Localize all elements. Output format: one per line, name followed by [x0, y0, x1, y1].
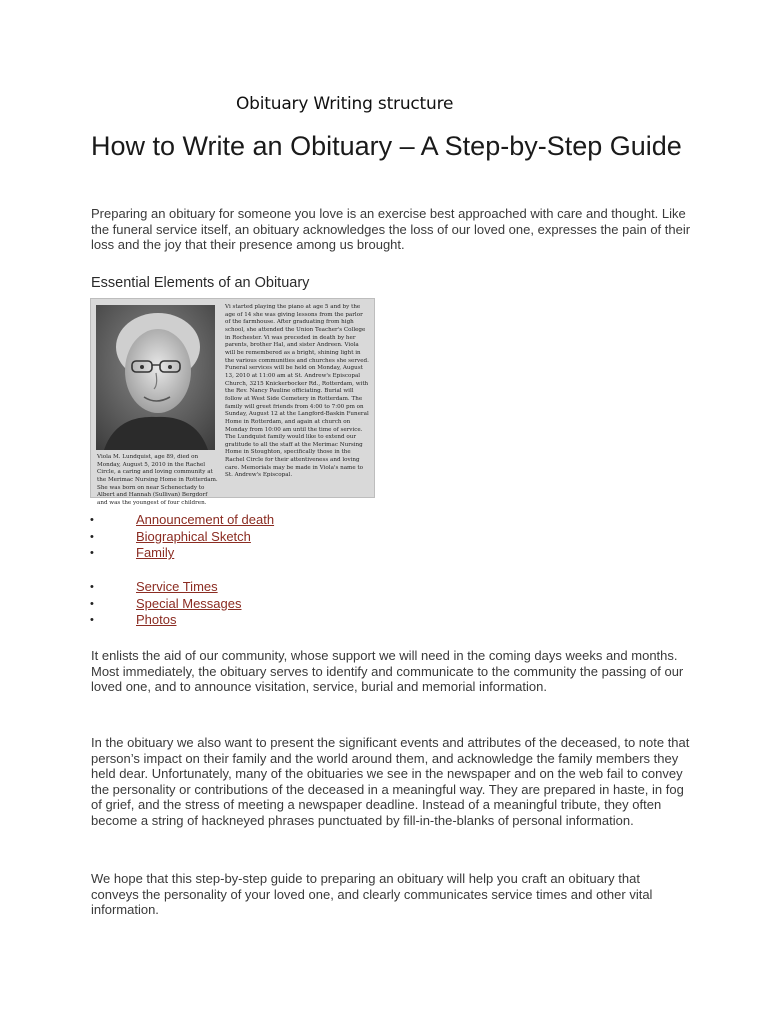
bullet-icon: •	[90, 614, 94, 627]
clipping-left-column: Viola M. Lundquist, age 89, died on Monday, August 5, 2010 in the Rachel Circle, a caring and loving community at the Merimac Nursing Home in Rotterdam. She was born on near Schenectady to Albert and Hannah (Sullivan) Bergdorf and was the youngest of four children.	[97, 454, 218, 506]
link-announcement-of-death[interactable]: Announcement of death	[136, 512, 275, 527]
article-title: How to Write an Obituary – A Step-by-Step Guide	[91, 131, 682, 161]
closing-paragraph: We hope that this step-by-step guide to preparing an obituary will help you craft an obituary that conveys the personality of your loved one, and clearly communicates service times and other vital information.	[91, 871, 653, 918]
bullet-icon: •	[90, 514, 94, 526]
link-photos[interactable]: Photos	[136, 612, 177, 628]
bullet-icon: •	[90, 597, 94, 610]
intro-paragraph: Preparing an obituary for someone you love is an exercise best approached with care and thought. Like the funeral service itself, an obituary acknowledges the loss of our loved one, expresses the pain of their loss and the joy that their presence among us brought.	[91, 206, 691, 253]
clipping-right-column: Vi started playing the piano at age 5 and by the age of 14 she was giving lessons from the parlor of the farmhouse. After graduating from high school, she attended the Union Teacher's College in Rochester. Vi was preceded in death by her parents, brother Hal, and sister Andreen. Viola will be remembered as a bright, shining light in the various communities and churches she served. Funeral services will be held on Monday, August 13, 2010 at 11:00 am at St. Andrew's Episcopal Church, 3215 Knickerbocker Rd., Rotterdam, with the Rev. Nancy Pauline officiating. Burial will follow at West Side Cemetery in Rotterdam. The family will greet friends from 4:00 to 7:00 pm on Sunday, August 12 at the Langford-Baskin Funeral Home in Rotterdam, and again at church on Monday from 10:00 am until the time of service. The Lundquist family would like to extend our gratitude to all the staff at the Merimac Nursing Home in Stoughton, specifically those in the Rachel Circle for their attentiveness and loving care. Memorials may be made in Viola's name to St. Andrew's Episcopal.	[225, 304, 369, 479]
portrait-photo	[96, 305, 215, 450]
bullet-icon: •	[90, 547, 94, 560]
obituary-clipping-image	[90, 298, 375, 506]
link-service-times[interactable]: Service Times	[136, 579, 218, 594]
link-biographical-sketch[interactable]: Biographical Sketch	[136, 528, 251, 544]
community-paragraph: It enlists the aid of our community, whose support we will need in the coming days weeks and months. Most immediately, the obituary serves to identify and communicate to the community the passing of our loved one, and to announce visitation, service, burial and memorial information.	[91, 648, 684, 695]
link-family[interactable]: Family	[136, 545, 175, 561]
attributes-paragraph: In the obituary we also want to present the significant events and attributes of the deceased, to note that person’s impact on their family and the world around them, and acknowledge the family members they held dear. Unfortunately, many of the obituaries we see in the newspaper and on the web fail to convey the personality or contributions of the deceased in a meaningful way. They are prepared in haste, in fog of grief, and the stress of meeting a newspaper deadline. Instead of a meaningful tribute, they often become a string of hackneyed phrases punctuated by fill-in-the-blanks of personal information.	[91, 735, 690, 828]
bullet-icon: •	[90, 530, 94, 543]
link-special-messages[interactable]: Special Messages	[136, 595, 242, 611]
bullet-icon: •	[90, 581, 94, 593]
document-heading: Obituary Writing structure	[236, 94, 454, 114]
section-title: Essential Elements of an Obituary	[91, 275, 310, 291]
